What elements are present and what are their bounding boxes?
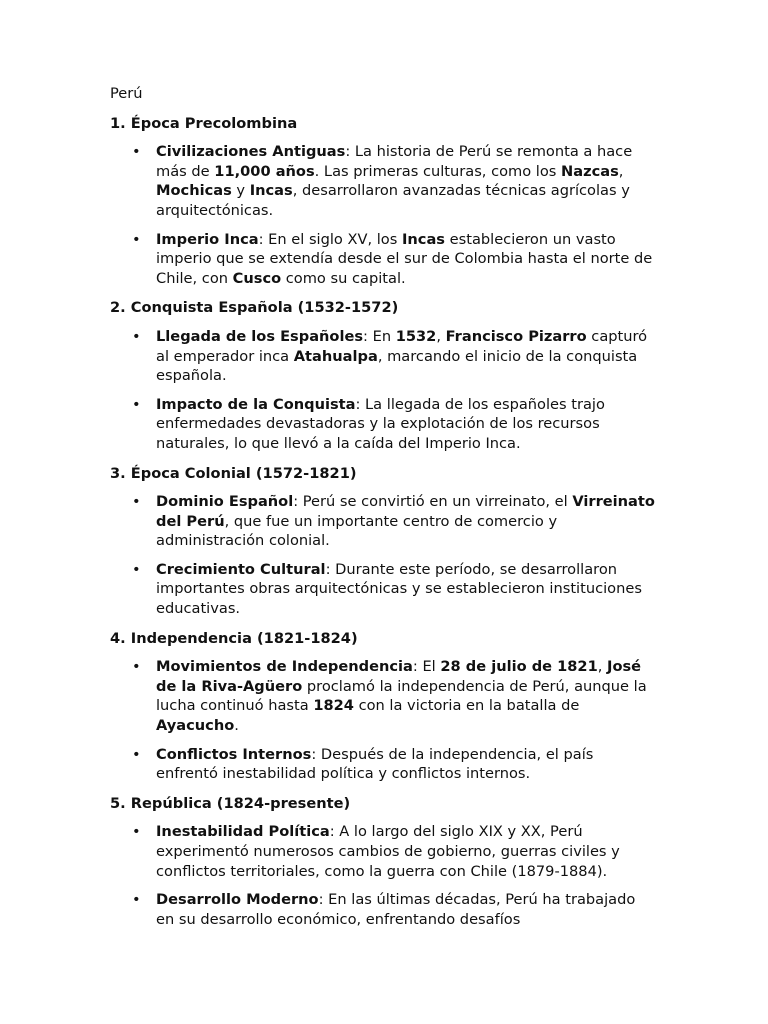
body-text: proclamó la independencia de Perú, aunque la lucha continuó hasta [156, 677, 647, 715]
body-text: : En el siglo XV, los [258, 230, 402, 248]
body-text: . [234, 717, 239, 735]
bold-text: Desarrollo Moderno [156, 891, 319, 909]
body-text: : En [363, 327, 396, 345]
bold-text: Atahualpa [293, 347, 378, 365]
section-heading: 3. Época Colonial (1572-1821) [110, 464, 357, 482]
bold-text: Movimientos de Independencia [156, 658, 413, 676]
list-item [110, 890, 658, 929]
bold-text: Ayacucho [156, 717, 235, 735]
section-heading: 2. Conquista Española (1532-1572) [110, 299, 399, 317]
body-text: . Las primeras culturas, como los [314, 162, 562, 180]
body-text: como su capital. [281, 269, 406, 287]
bold-text: José de la Riva-Agüero [156, 658, 642, 695]
body-text: , [618, 162, 624, 180]
bold-text: Incas [249, 182, 293, 200]
section-heading: 1. Época Precolombina [110, 114, 298, 132]
bold-text: 1824 [313, 697, 354, 715]
list-item [110, 657, 658, 735]
list-item [110, 745, 658, 784]
list-item [110, 327, 658, 386]
bold-text: Dominio Español [156, 493, 294, 511]
list-item [110, 560, 658, 619]
bold-text: Imperio Inca [156, 230, 259, 248]
bullet-icon: • [132, 823, 141, 841]
list-item [110, 822, 658, 881]
bullet-icon: • [132, 745, 141, 763]
bold-text: Incas [401, 230, 445, 248]
body-text: : La historia de Perú se remonta a hace más de [156, 143, 633, 180]
bullet-list [110, 657, 658, 784]
section-heading: 4. Independencia (1821-1824) [110, 629, 358, 647]
body-text: capturó al emperador inca [156, 327, 648, 365]
bullet-list [110, 492, 658, 619]
body-text: establecieron un vasto imperio que se extendía desde el sur de Colombia hasta el norte de Chile, con [156, 230, 653, 287]
bold-text: Francisco Pizarro [445, 327, 587, 345]
body-text: , marcando el inicio de la conquista española. [156, 347, 638, 385]
bullet-icon: • [132, 560, 141, 578]
bullet-icon: • [132, 658, 141, 676]
body-text: , [436, 327, 446, 345]
bullet-icon: • [132, 395, 141, 413]
bullet-list [110, 142, 658, 288]
bullet-icon: • [132, 327, 141, 345]
list-item [110, 230, 658, 289]
bullet-icon: • [132, 891, 141, 909]
list-item [110, 492, 658, 551]
bold-text: Llegada de los Españoles [156, 327, 364, 345]
body-text: : A lo largo del siglo XIX y XX, Perú experimentó numerosos cambios de gobierno, guerras civiles y conflictos territoriales, como la guerra con Chile (1879-1884). [156, 823, 620, 880]
list-item [110, 142, 658, 220]
list-item [110, 395, 658, 454]
body-text: , que fue un importante centro de comercio y administración colonial. [156, 512, 558, 550]
body-text: y [231, 182, 250, 200]
bold-text: Crecimiento Cultural [156, 560, 326, 578]
bold-text: Civilizaciones Antiguas [156, 143, 346, 161]
bullet-list [110, 822, 658, 929]
body-text: : Perú se convirtió en un virreinato, el [293, 493, 573, 511]
bullet-icon: • [132, 143, 141, 161]
bold-text: Conflictos Internos [156, 745, 312, 763]
bold-text: 28 de julio de 1821 [440, 658, 598, 676]
body-text: : Durante este período, se desarrollaron importantes obras arquitectónicas y se establecieron instituciones educativas. [156, 560, 642, 618]
bold-text: Mochicas [156, 182, 232, 200]
body-text: : Después de la independencia, el país enfrentó inestabilidad política y conflictos internos. [156, 745, 594, 783]
bold-text: 11,000 años [214, 162, 315, 180]
section-heading: 5. República (1824-presente) [110, 794, 351, 812]
bold-text: Virreinato del Perú [156, 493, 655, 530]
bullet-icon: • [132, 493, 141, 511]
body-text: , desarrollaron avanzadas técnicas agrícolas y arquitectónicas. [156, 182, 630, 219]
bullet-list [110, 327, 658, 454]
bullet-icon: • [132, 230, 141, 248]
body-text: con la victoria en la batalla de [353, 697, 580, 715]
body-text: : El [412, 658, 441, 676]
bold-text: Nazcas [561, 162, 619, 180]
bold-text: Impacto de la Conquista [156, 395, 356, 413]
bold-text: Inestabilidad Política [156, 823, 330, 841]
bold-text: 1532 [395, 327, 437, 345]
sections-container [110, 114, 658, 930]
body-text: : La llegada de los españoles trajo enfermedades devastadoras y la explotación de los recursos naturales, lo que llevó a la caída del Imperio Inca. [156, 395, 605, 452]
document-page [110, 84, 658, 939]
body-text: , [597, 658, 608, 676]
document-title: Perú [110, 85, 143, 102]
body-text: : En las últimas décadas, Perú ha trabajado en su desarrollo económico, enfrentando desafíos [156, 891, 636, 928]
bold-text: Cusco [232, 269, 282, 287]
